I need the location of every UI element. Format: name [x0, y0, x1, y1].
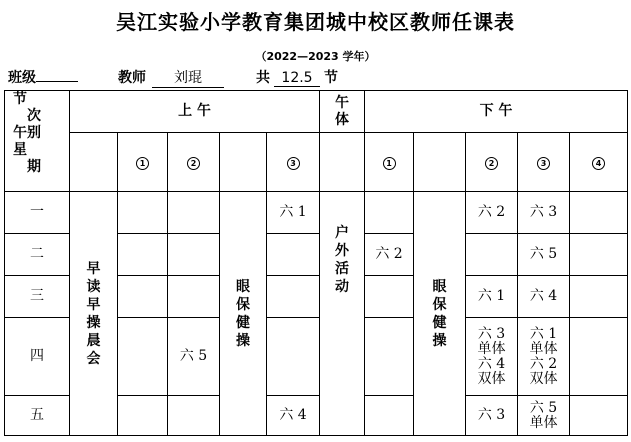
- cell: [118, 318, 168, 396]
- cell: 六 5: [518, 234, 570, 276]
- corner-jie: 节: [13, 91, 27, 107]
- morning-header: 上 午: [70, 91, 320, 133]
- cell: [118, 234, 168, 276]
- morning-reading-cell: 早读早操晨会: [70, 192, 118, 436]
- cell: [118, 396, 168, 436]
- cell: [570, 396, 628, 436]
- teacher-label: 教师: [118, 70, 146, 86]
- cell: 六 2: [466, 192, 518, 234]
- class-label: 班级: [8, 70, 36, 86]
- total-unit: 节: [324, 70, 338, 86]
- noon-blank: [320, 133, 365, 192]
- cell: [118, 192, 168, 234]
- pm-period-2: 2: [466, 133, 518, 192]
- corner-wubie: 午别: [13, 125, 41, 141]
- cell: [466, 234, 518, 276]
- am-period-1: 1: [118, 133, 168, 192]
- day-label: 二: [5, 234, 70, 276]
- total-label: 共: [256, 70, 270, 86]
- total-value: 12.5: [274, 70, 320, 87]
- cell: 六 4: [518, 276, 570, 318]
- teacher-name: 刘琨: [152, 67, 224, 88]
- cell: 六 1: [466, 276, 518, 318]
- am-eye-col: [220, 133, 267, 192]
- cell: [365, 318, 414, 396]
- cell: [118, 276, 168, 318]
- corner-header: [5, 91, 70, 192]
- class-value: [36, 81, 78, 82]
- cell: 六 3: [466, 396, 518, 436]
- cell: 六 2: [365, 234, 414, 276]
- cell: [365, 192, 414, 234]
- cell: [365, 396, 414, 436]
- total-field: [256, 67, 338, 87]
- am-period-2: 2: [168, 133, 220, 192]
- cell: 六 1: [267, 192, 320, 234]
- am-blank-col: [70, 133, 118, 192]
- table-row: [5, 192, 628, 234]
- schedule-table: [4, 90, 628, 436]
- cell: [168, 234, 220, 276]
- day-label: 五: [5, 396, 70, 436]
- teacher-field: [118, 67, 224, 88]
- corner-qi: 期: [27, 159, 41, 175]
- cell: 六 5: [168, 318, 220, 396]
- am-period-3: 3: [267, 133, 320, 192]
- cell: [267, 318, 320, 396]
- page-title: 吴江实验小学教育集团城中校区教师任课表: [116, 10, 515, 34]
- cell: [570, 234, 628, 276]
- corner-ci: 次: [27, 108, 41, 124]
- cell: [168, 396, 220, 436]
- noon-header: 午 体: [320, 91, 365, 133]
- pm-period-3: 3: [518, 133, 570, 192]
- day-label: 四: [5, 318, 70, 396]
- cell: 六 3: [518, 192, 570, 234]
- class-field: [8, 67, 78, 87]
- cell: 六 3 单体 六 4 双体: [466, 318, 518, 396]
- eye-exercise-pm-cell: 眼保健操: [414, 192, 466, 436]
- cell: [168, 192, 220, 234]
- day-label: 三: [5, 276, 70, 318]
- cell: 六 5 单体: [518, 396, 570, 436]
- cell: [365, 276, 414, 318]
- pm-eye-col: [414, 133, 466, 192]
- cell: [267, 234, 320, 276]
- pm-period-4: 4: [570, 133, 628, 192]
- school-year: （2022—2023 学年）: [255, 50, 376, 63]
- cell: 六 1 单体 六 2 双体: [518, 318, 570, 396]
- corner-xing: 星: [13, 142, 27, 158]
- cell: [168, 276, 220, 318]
- cell: [570, 318, 628, 396]
- pm-period-1: 1: [365, 133, 414, 192]
- cell: [267, 276, 320, 318]
- cell: 六 4: [267, 396, 320, 436]
- eye-exercise-am-cell: 眼保健操: [220, 192, 267, 436]
- outdoor-activity-cell: 户外活动: [320, 192, 365, 436]
- day-label: 一: [5, 192, 70, 234]
- cell: [570, 276, 628, 318]
- cell: [570, 192, 628, 234]
- afternoon-header: 下 午: [365, 91, 628, 133]
